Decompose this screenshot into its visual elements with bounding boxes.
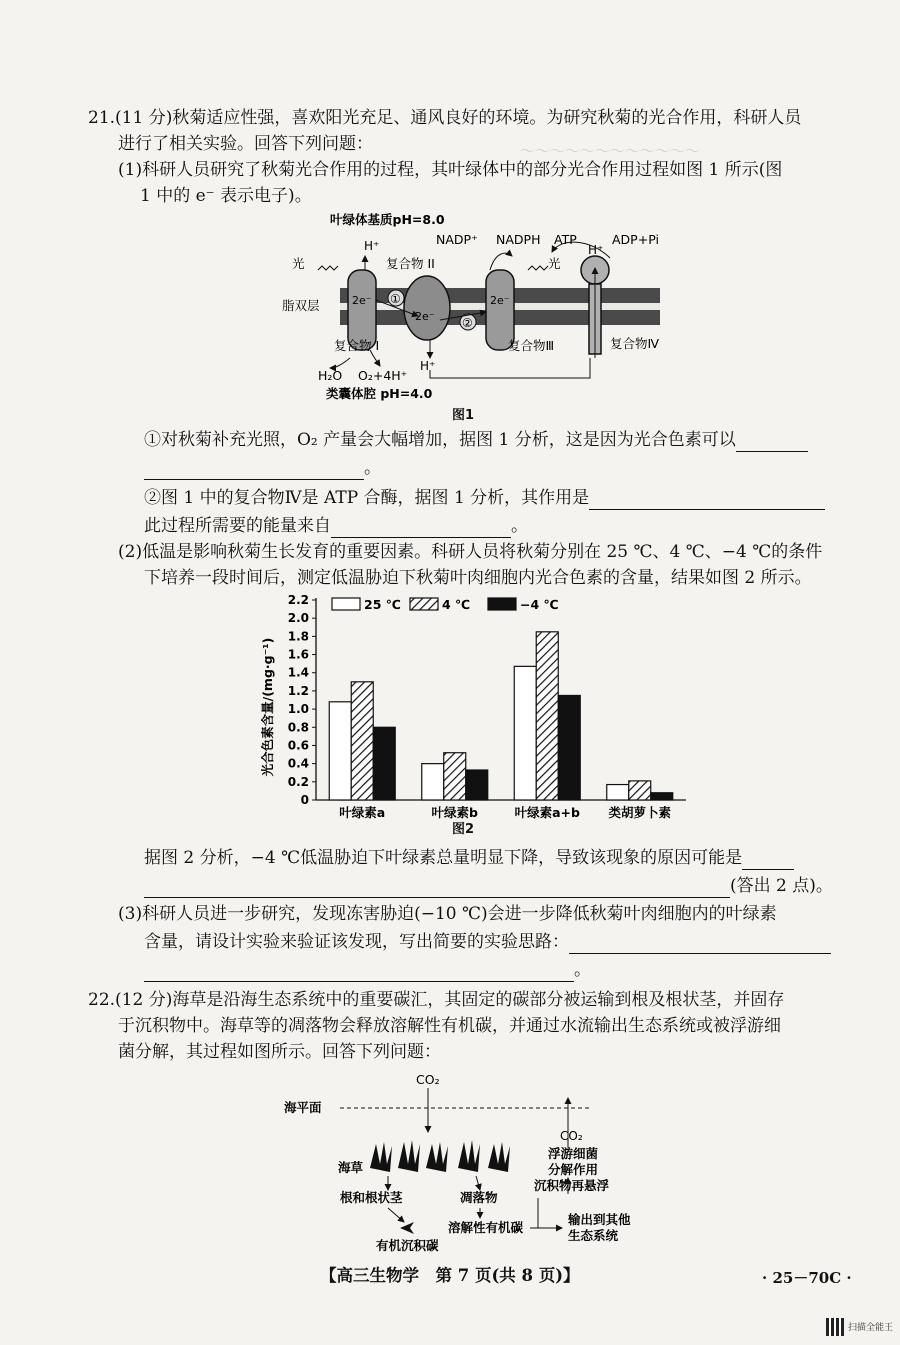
chart-y-tick-label: 0.6 xyxy=(287,738,309,753)
chart-y-ticks xyxy=(288,593,316,807)
litter-label: 凋落物 xyxy=(460,1190,498,1205)
chart-x-tick-label: 叶绿素b xyxy=(431,805,478,820)
nadp-label: NADP⁺ xyxy=(436,232,478,247)
q21-p3-line1: (3)科研人员进一步研究，发现冻害胁迫(−10 ℃)会进一步降低秋菊叶肉细胞内的叶绿素 xyxy=(118,904,777,924)
q21-s1b-cont: 此过程所需要的能量来自 。 xyxy=(144,516,528,536)
q21-p1-line2: 1 中的 e⁻ 表示电子)。 xyxy=(140,186,312,206)
chart-bar xyxy=(558,695,580,800)
resuspend-label: 沉积物再悬浮 xyxy=(534,1178,610,1193)
footer-code: · 25－70C · xyxy=(762,1269,852,1287)
chart-x-labels xyxy=(339,805,671,820)
seagrass-icons xyxy=(370,1140,510,1172)
electron-label-2: 2e⁻ xyxy=(415,310,435,323)
q21-p2-line2: 下培养一段时间后，测定低温胁迫下秋菊叶肉细胞内光合色素的含量，结果如图 2 所示。 xyxy=(144,568,812,588)
chart-x-tick-label: 叶绿素a xyxy=(339,805,386,820)
chart-legend-label: 4 ℃ xyxy=(442,597,471,612)
chart-y-tick-label: 1.4 xyxy=(287,665,309,680)
chart-legend-swatch xyxy=(488,598,516,610)
qr-code-icon xyxy=(826,1318,844,1336)
hplus-label-3: H⁺ xyxy=(420,359,436,373)
figure-2-caption: 图2 xyxy=(452,822,475,837)
bilayer-label: 脂双层 xyxy=(282,298,320,313)
hplus-label-1: H⁺ xyxy=(364,239,380,253)
chart-y-tick-label: 0 xyxy=(300,793,309,807)
chart-y-tick-label: 2.0 xyxy=(287,611,309,626)
chart-legend xyxy=(332,597,559,612)
seagrass-label: 海草 xyxy=(338,1160,364,1175)
stroma-label: 叶绿体基质pH=8.0 xyxy=(330,212,445,227)
figure-1-caption: 图1 xyxy=(452,408,475,423)
complex-1-label: 复合物 I xyxy=(334,338,380,353)
chart-bar xyxy=(422,764,444,800)
complex-2-shape xyxy=(404,276,450,340)
chart-y-tick-label: 0.8 xyxy=(287,720,309,735)
chart-bar xyxy=(536,632,558,800)
chart-y-tick-label: 1.0 xyxy=(287,702,309,717)
sediment-marker xyxy=(400,1222,414,1234)
roots-label: 根和根状茎 xyxy=(340,1190,403,1205)
q22-line2: 于沉积物中。海草等的凋落物会释放溶解性有机碳，并通过水流输出生态系统或被浮游细 xyxy=(118,1016,781,1036)
chart-bar xyxy=(373,727,395,800)
q21-s1a: ①对秋菊补充光照，O₂ 产量会大幅增加，据图 1 分析，这是因为光合色素可以 xyxy=(144,428,808,452)
chart-x-tick-label: 类胡萝卜素 xyxy=(608,805,672,820)
answer-blank-2-1[interactable] xyxy=(742,851,794,870)
oxygen-label: O₂+4H⁺ xyxy=(358,368,408,383)
answer-blank-1b-1[interactable] xyxy=(589,491,825,510)
chart-bar xyxy=(651,793,673,800)
q21-p3-line2: 含量，请设计实验来验证该发现，写出简要的实验思路： xyxy=(144,930,831,954)
complex-3-label: 复合物Ⅲ xyxy=(508,338,555,353)
chart-legend-swatch xyxy=(332,598,360,610)
bleed-through: ～～～～～～～～～～～～ xyxy=(520,142,701,160)
adp-label: ADP+Pi xyxy=(612,232,659,247)
step-1-marker: ① xyxy=(390,292,401,306)
chart-bars xyxy=(329,632,673,800)
complex-2-label: 复合物 II xyxy=(386,256,435,271)
sea-level-label: 海平面 xyxy=(284,1100,322,1115)
chart-x-tick-label: 叶绿素a+b xyxy=(514,805,580,820)
chart-legend-label: 25 ℃ xyxy=(364,597,401,612)
atp-label: ATP xyxy=(554,232,577,247)
water-label: H₂O xyxy=(318,368,343,383)
figure-2-bar-chart xyxy=(250,592,710,820)
q21-header: 21.(11 分)秋菊适应性强，喜欢阳光充足、通风良好的环境。为研究秋菊的光合作用，科研人员 xyxy=(88,108,802,128)
chart-bar xyxy=(514,666,536,800)
chart-bar xyxy=(466,770,488,800)
chart-y-axis-label: 光合色素含量/(mg·g⁻¹) xyxy=(260,637,275,777)
lumen-label: 类囊体腔 pH=4.0 xyxy=(326,386,433,401)
chart-y-tick-label: 1.8 xyxy=(287,629,309,644)
chart-y-tick-label: 0.2 xyxy=(287,774,309,789)
footer-title: 【高三生物学 第 7 页(共 8 页)】 xyxy=(320,1266,580,1285)
complex-4-label: 复合物Ⅳ xyxy=(610,336,660,351)
light-label-2: 光 xyxy=(548,256,561,271)
chart-y-tick-label: 2.2 xyxy=(287,593,309,607)
answer-blank-1a-2[interactable] xyxy=(144,461,364,480)
q21-header-cont: 进行了相关实验。回答下列问题： xyxy=(118,134,373,154)
answer-blank-1b-2[interactable] xyxy=(331,519,511,538)
chart-bar xyxy=(329,702,351,800)
chart-y-tick-label: 0.4 xyxy=(287,756,309,771)
export-label-2: 生态系统 xyxy=(568,1228,619,1243)
answer-blank-3-2[interactable] xyxy=(144,963,574,982)
q21-p2-question-cont: (答出 2 点)。 xyxy=(144,874,833,898)
q22-line1: 22.(12 分)海草是沿海生态系统中的重要碳汇，其固定的碳部分被运输到根及根状茎，并固存 xyxy=(88,990,785,1010)
q21-p1-line1: (1)科研人员研究了秋菊光合作用的过程，其叶绿体中的部分光合作用过程如图 1 所示(图 xyxy=(118,160,783,180)
chart-y-tick-label: 1.2 xyxy=(287,683,309,698)
q21-p2-question: 据图 2 分析，−4 ℃低温胁迫下叶绿素总量明显下降，导致该现象的原因可能是 xyxy=(144,846,794,870)
answer-blank-2-2[interactable] xyxy=(144,879,730,898)
doc-label: 溶解性有机碳 xyxy=(448,1220,524,1235)
chart-bar xyxy=(607,785,629,800)
q21-p3-end: 。 xyxy=(144,958,591,982)
q21-s1a-cont: 。 xyxy=(144,456,381,480)
q22-carbon-cycle-diagram xyxy=(280,1068,631,1254)
answer-blank-3-1[interactable] xyxy=(569,935,831,954)
q21-s1b: ②图 1 中的复合物Ⅳ是 ATP 合酶，据图 1 分析，其作用是 xyxy=(144,486,825,510)
sediment-label: 有机沉积碳 xyxy=(376,1238,439,1253)
chart-bar xyxy=(351,682,373,800)
nadph-label: NADPH xyxy=(496,232,541,247)
step-2-marker: ② xyxy=(462,316,473,330)
bacteria-label-2: 分解作用 xyxy=(548,1162,599,1177)
light-squiggle-1 xyxy=(318,266,338,270)
hplus-label-2: H⁺ xyxy=(588,243,604,257)
q22-line3: 菌分解，其过程如图所示。回答下列问题： xyxy=(118,1042,441,1062)
q21-p2-line1: (2)低温是影响秋菊生长发育的重要因素。科研人员将秋菊分别在 25 ℃、4 ℃、−4 ℃的条件 xyxy=(118,542,823,562)
light-squiggle-2 xyxy=(528,266,548,270)
scanner-watermark: 扫描全能王 xyxy=(848,1323,894,1333)
chart-bar xyxy=(444,753,466,800)
chart-bar xyxy=(629,781,651,800)
light-label-1: 光 xyxy=(292,256,305,271)
export-label-1: 输出到其他 xyxy=(568,1212,631,1227)
chart-legend-swatch xyxy=(410,598,438,610)
figure-1-thylakoid-diagram xyxy=(282,208,710,408)
chart-y-tick-label: 1.6 xyxy=(287,647,309,662)
chart-legend-label: −4 ℃ xyxy=(520,597,559,612)
answer-blank-1a-1[interactable] xyxy=(736,433,808,452)
electron-label-1: 2e⁻ xyxy=(352,294,372,307)
electron-label-3: 2e⁻ xyxy=(490,294,510,307)
co2-right-label: CO₂ xyxy=(560,1129,583,1143)
bacteria-label-1: 浮游细菌 xyxy=(548,1146,599,1161)
co2-top-label: CO₂ xyxy=(416,1072,440,1087)
